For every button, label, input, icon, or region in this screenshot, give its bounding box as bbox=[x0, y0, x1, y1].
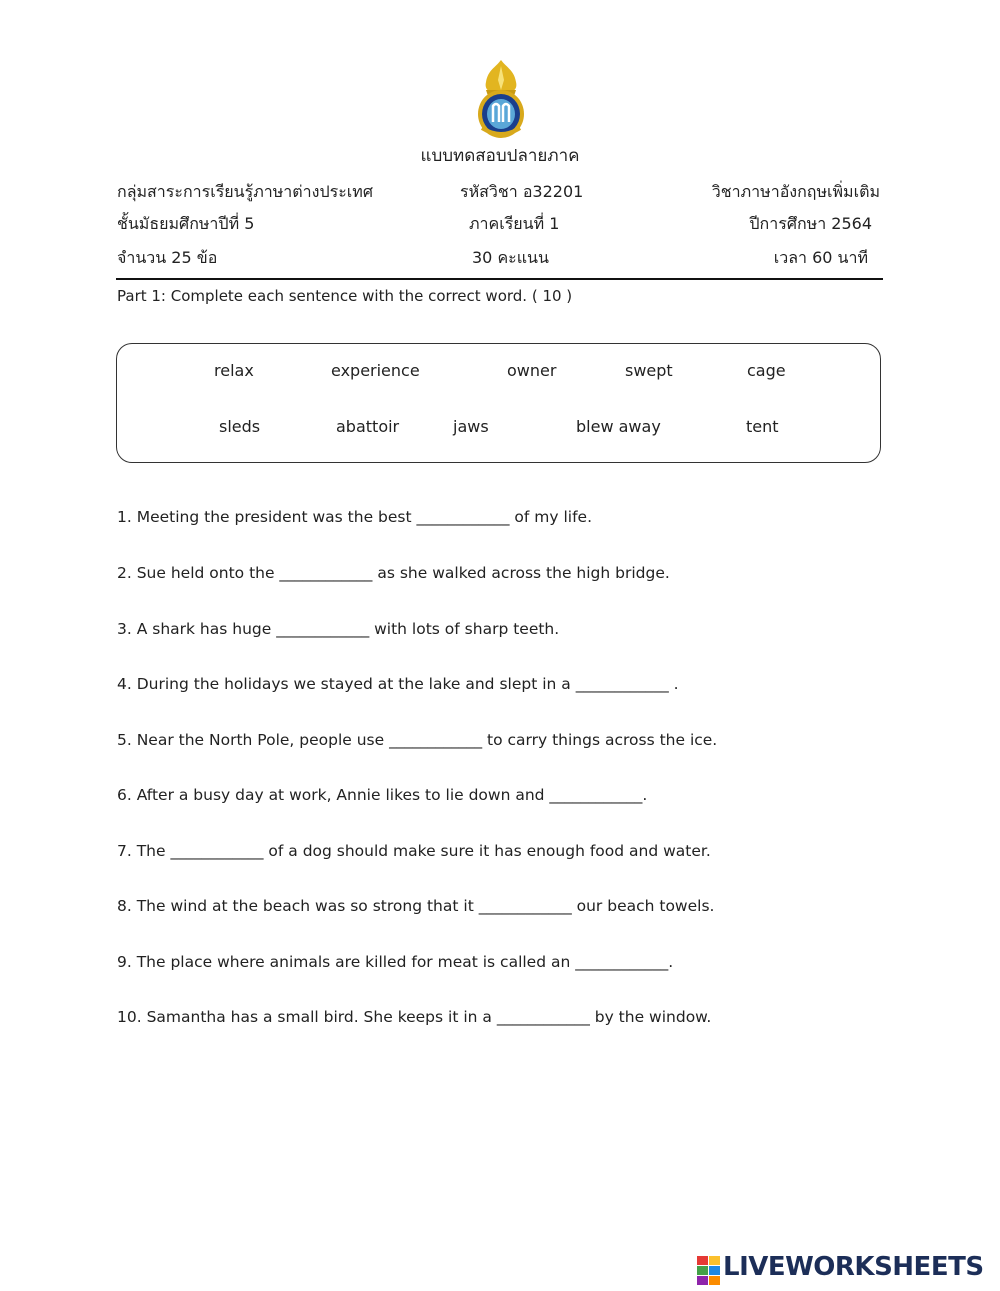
question-8: 8. The wind at the beach was so strong that it ____________ our beach towels. bbox=[117, 897, 715, 915]
header-divider bbox=[116, 278, 883, 280]
question-1: 1. Meeting the president was the best ____________ of my life. bbox=[117, 508, 593, 526]
part1-instruction: Part 1: Complete each sentence with the correct word. ( 10 ) bbox=[117, 287, 573, 305]
word-bank-item: experience bbox=[331, 361, 420, 380]
question-9: 9. The place where animals are killed for meat is called an ____________. bbox=[117, 953, 674, 971]
word-bank-item: owner bbox=[507, 361, 557, 380]
question-7: 7. The ____________ of a dog should make sure it has enough food and water. bbox=[117, 842, 711, 860]
grade-level: ชั้นมัธยมศึกษาปีที่ 5 bbox=[117, 214, 255, 233]
semester: ภาคเรียนที่ 1 bbox=[469, 214, 560, 233]
word-bank-item: sleds bbox=[219, 417, 261, 436]
word-bank-item: cage bbox=[747, 361, 786, 380]
subject-code: รหัสวิชา อ32201 bbox=[460, 182, 584, 201]
question-6: 6. After a busy day at work, Annie likes to lie down and ____________. bbox=[117, 786, 648, 804]
question-4: 4. During the holidays we stayed at the lake and slept in a ____________ . bbox=[117, 675, 679, 693]
word-bank bbox=[116, 343, 881, 463]
subject-name: วิชาภาษาอังกฤษเพิ่มเติม bbox=[711, 182, 880, 201]
liveworksheets-logo-icon bbox=[697, 1256, 721, 1286]
word-bank-item: jaws bbox=[453, 417, 489, 436]
question-2: 2. Sue held onto the ____________ as she walked across the high bridge. bbox=[117, 564, 670, 582]
word-bank-item: abattoir bbox=[336, 417, 400, 436]
word-bank-item: tent bbox=[746, 417, 779, 436]
question-3: 3. A shark has huge ____________ with lots of sharp teeth. bbox=[117, 620, 560, 638]
question-5: 5. Near the North Pole, people use ____________ to carry things across the ice. bbox=[117, 731, 718, 749]
total-score: 30 คะแนน bbox=[472, 248, 549, 267]
question-count: จำนวน 25 ข้อ bbox=[117, 248, 218, 267]
school-emblem-logo bbox=[474, 56, 528, 140]
word-bank-item: relax bbox=[214, 361, 254, 380]
exam-title: แบบทดสอบปลายภาค bbox=[420, 146, 580, 166]
liveworksheets-brand: LIVEWORKSHEETS bbox=[723, 1252, 984, 1282]
time-limit: เวลา 60 นาที bbox=[773, 248, 868, 267]
academic-year: ปีการศึกษา 2564 bbox=[749, 214, 872, 233]
word-bank-item: swept bbox=[625, 361, 673, 380]
question-10: 10. Samantha has a small bird. She keeps it in a ____________ by the window. bbox=[117, 1008, 712, 1026]
word-bank-item: blew away bbox=[576, 417, 661, 436]
subject-group: กลุ่มสาระการเรียนรู้ภาษาต่างประเทศ bbox=[117, 182, 373, 201]
